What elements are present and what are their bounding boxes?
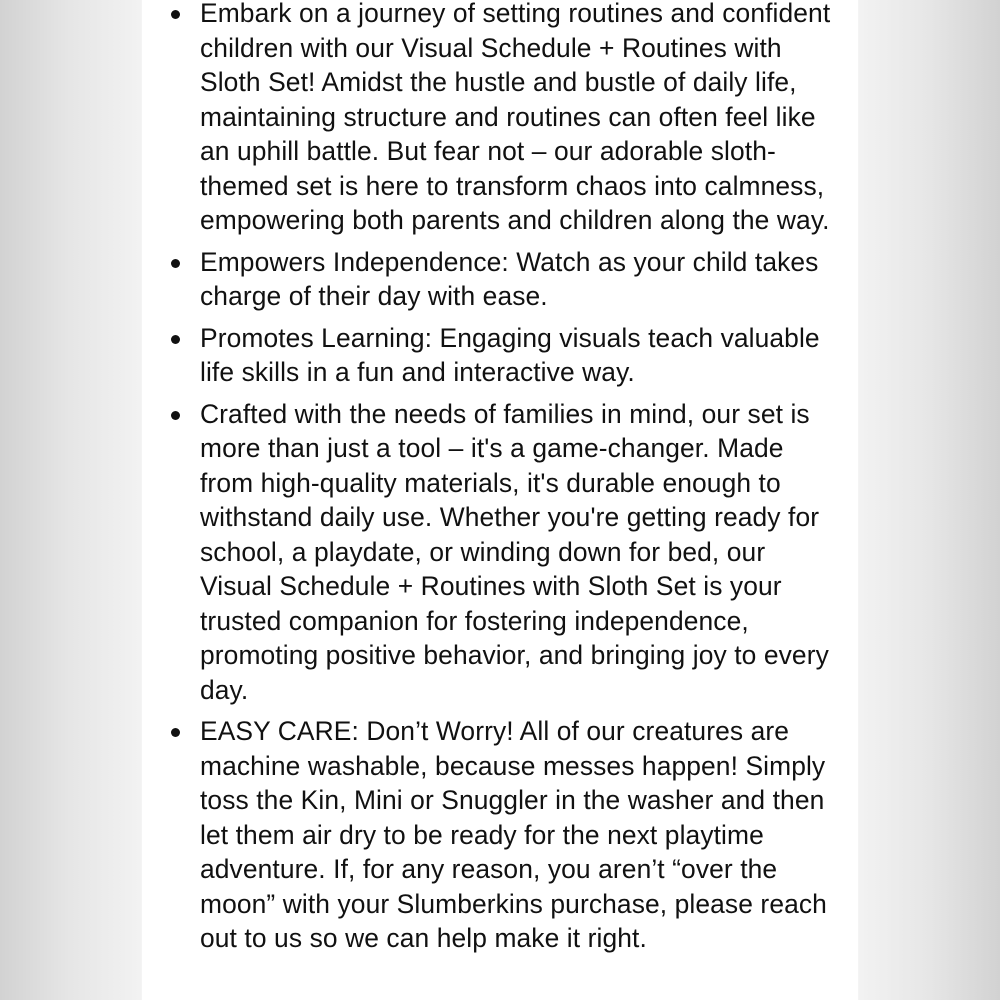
list-item-text: Empowers Independence: Watch as your child takes charge of their day with ease.: [200, 246, 819, 311]
bullet-dot-icon: [171, 728, 180, 737]
bullet-dot-icon: [171, 259, 180, 268]
bullet-dot-icon: [171, 411, 180, 420]
description-panel: [142, 0, 858, 1000]
list-item-text: Promotes Learning: Engaging visuals teach valuable life skills in a fun and interactive way.: [200, 322, 820, 387]
feature-bullet-list: [142, 0, 858, 963]
list-item-text: Crafted with the needs of families in mind, our set is more than just a tool – it's a game-changer. Made from high-quality materials, it's durable enough to withstand daily use. Whether you're getting ready for school, a playdate, or winding down for bed, our Visual Schedule + Routines with Sloth Set is your trusted companion for fostering independence, promoting positive behavior, and bringing joy to every day.: [200, 398, 829, 705]
list-item-learning: [142, 321, 858, 390]
list-item-intro: [142, 0, 858, 238]
list-item-crafted: [142, 397, 858, 708]
list-item-easy-care: [142, 714, 858, 956]
list-item-independence: [142, 245, 858, 314]
bullet-dot-icon: [171, 335, 180, 344]
bullet-dot-icon: [171, 10, 180, 19]
list-item-text: EASY CARE: Don’t Worry! All of our creatures are machine washable, because messes happen! Simply toss the Kin, Mini or Snuggler in the washer and then let them air dry to be ready for the next playtime adventure. If, for any reason, you aren’t “over the moon” with your Slumberkins purchase, please reach out to us so we can help make it right.: [200, 716, 827, 953]
list-item-text: Embark on a journey of setting routines and confident children with our Visual Schedule + Routines with Sloth Set! Amidst the hustle and bustle of daily life, maintaining structure and routines can often feel like an uphill battle. But fear not – our adorable sloth-themed set is here to transform chaos into calmness, empowering both parents and children along the way.: [200, 0, 831, 235]
